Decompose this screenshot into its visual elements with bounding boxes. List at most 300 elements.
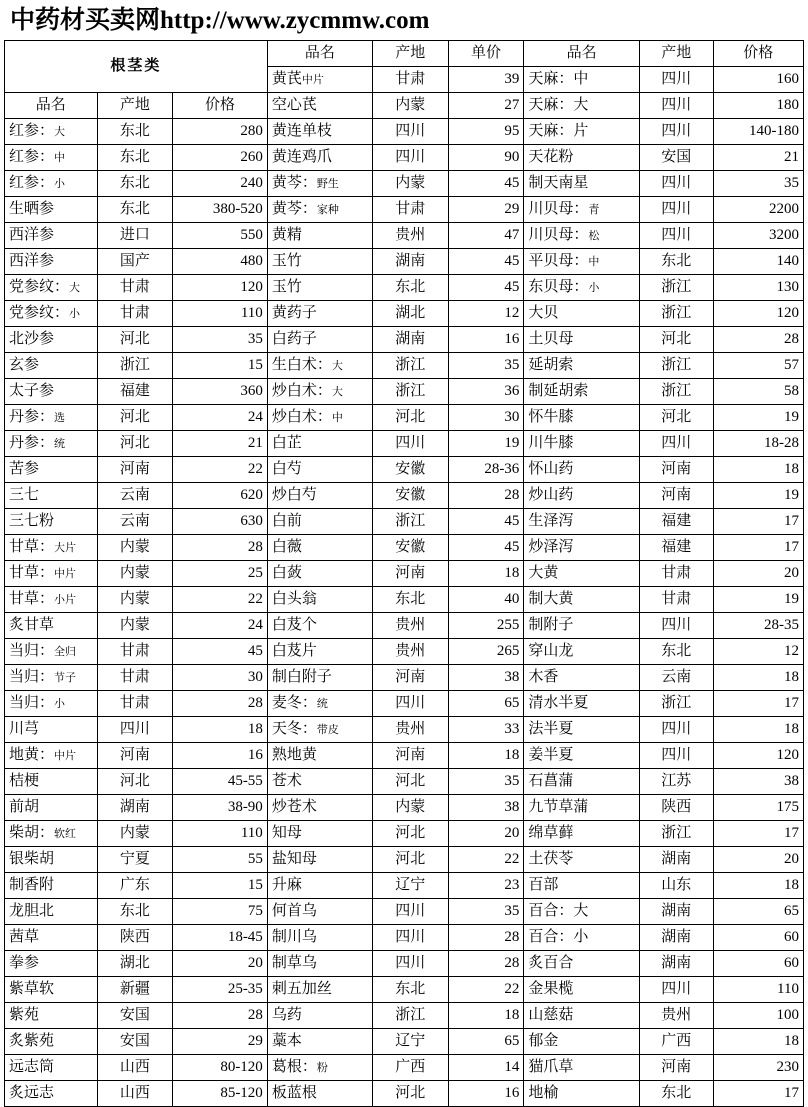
item-price: 28 <box>448 483 524 509</box>
item-name <box>524 457 640 483</box>
table-row <box>5 1003 804 1029</box>
item-name-main: 制大黄 <box>528 591 574 607</box>
item-name-main: 太子参 <box>9 383 55 399</box>
item-price: 95 <box>448 119 524 145</box>
item-price: 140 <box>713 249 803 275</box>
item-name-qualifier: 粉 <box>316 1061 328 1074</box>
item-name-main: 东贝母： <box>528 278 589 295</box>
item-name-main: 葛根： <box>271 1058 317 1075</box>
item-price: 36 <box>448 379 524 405</box>
table-row <box>5 561 804 587</box>
item-name <box>524 1029 640 1055</box>
item-price: 17 <box>713 535 803 561</box>
item-price: 22 <box>448 977 524 1003</box>
item-name <box>267 899 372 925</box>
table-row <box>5 691 804 717</box>
item-name <box>267 587 372 613</box>
item-name-main: 知母 <box>271 825 302 841</box>
item-name-main: 天麻：大 <box>528 97 589 113</box>
item-name-qualifier: 小 <box>54 697 66 710</box>
table-row <box>5 847 804 873</box>
item-name <box>5 535 98 561</box>
item-origin: 内蒙 <box>372 795 448 821</box>
price-table <box>4 40 804 1107</box>
item-price: 28 <box>173 691 268 717</box>
item-name <box>5 145 98 171</box>
item-price: 60 <box>713 951 803 977</box>
item-origin: 四川 <box>639 119 713 145</box>
item-origin: 内蒙 <box>97 613 173 639</box>
item-price: 22 <box>448 847 524 873</box>
item-name-main: 制延胡索 <box>528 383 589 399</box>
item-origin: 河北 <box>97 769 173 795</box>
item-name-qualifier: 中 <box>54 151 66 164</box>
item-name <box>524 535 640 561</box>
item-origin: 浙江 <box>639 821 713 847</box>
item-price: 28-35 <box>713 613 803 639</box>
item-price: 30 <box>448 405 524 431</box>
item-price: 27 <box>448 93 524 119</box>
item-origin: 东北 <box>97 119 173 145</box>
item-origin: 福建 <box>97 379 173 405</box>
item-origin: 四川 <box>639 613 713 639</box>
item-origin: 甘肃 <box>639 587 713 613</box>
item-price: 20 <box>713 561 803 587</box>
item-origin: 东北 <box>372 977 448 1003</box>
item-name <box>267 249 372 275</box>
table-row <box>5 431 804 457</box>
item-price: 24 <box>173 613 268 639</box>
item-price: 110 <box>173 821 268 847</box>
item-origin: 甘肃 <box>97 665 173 691</box>
item-name <box>524 93 640 119</box>
item-name-main: 升麻 <box>271 877 302 893</box>
item-name-main: 玉竹 <box>271 279 302 295</box>
item-name <box>524 873 640 899</box>
item-price: 140-180 <box>713 119 803 145</box>
item-name-main: 西洋参 <box>9 227 55 243</box>
item-origin: 新疆 <box>97 977 173 1003</box>
item-name <box>5 483 98 509</box>
item-name-main: 清水半夏 <box>528 695 589 711</box>
item-origin: 内蒙 <box>372 93 448 119</box>
item-name-main: 何首乌 <box>271 903 317 919</box>
item-origin: 河北 <box>639 405 713 431</box>
item-name-qualifier: 青 <box>588 203 600 216</box>
item-price: 35 <box>448 353 524 379</box>
item-name <box>267 119 372 145</box>
item-name-main: 白前 <box>271 513 302 529</box>
item-origin: 河南 <box>639 457 713 483</box>
item-name-qualifier: 松 <box>588 229 600 242</box>
item-name <box>267 67 372 93</box>
item-price: 25 <box>173 561 268 587</box>
item-name-main: 天冬： <box>271 720 317 737</box>
item-origin: 河北 <box>372 405 448 431</box>
table-row <box>5 353 804 379</box>
item-price: 39 <box>448 67 524 93</box>
item-name-main: 当归： <box>9 694 55 711</box>
item-origin: 安徽 <box>372 457 448 483</box>
item-price: 110 <box>713 977 803 1003</box>
item-name-main: 土贝母 <box>528 331 574 347</box>
item-price: 3200 <box>713 223 803 249</box>
item-name-main: 百合：大 <box>528 903 589 919</box>
table-row <box>5 899 804 925</box>
table-row <box>5 951 804 977</box>
item-name <box>5 249 98 275</box>
item-name-main: 法半夏 <box>528 721 574 737</box>
item-price: 45-55 <box>173 769 268 795</box>
item-origin: 山西 <box>97 1081 173 1107</box>
table-row <box>5 821 804 847</box>
item-origin: 湖南 <box>639 925 713 951</box>
table-row <box>5 717 804 743</box>
item-price: 17 <box>713 691 803 717</box>
item-name <box>524 275 640 301</box>
item-price: 38 <box>448 795 524 821</box>
item-name <box>267 691 372 717</box>
col-header-origin-a: 产地 <box>97 93 173 119</box>
item-name <box>524 379 640 405</box>
item-origin: 东北 <box>639 639 713 665</box>
item-origin: 四川 <box>639 717 713 743</box>
item-name <box>524 769 640 795</box>
item-name-main: 天花粉 <box>528 149 574 165</box>
item-name <box>524 795 640 821</box>
item-origin: 甘肃 <box>97 301 173 327</box>
table-row <box>5 1029 804 1055</box>
item-name-qualifier: 中片 <box>301 73 324 86</box>
table-row <box>5 587 804 613</box>
item-name-main: 黄芩： <box>271 200 317 217</box>
item-price: 19 <box>448 431 524 457</box>
item-name <box>267 821 372 847</box>
item-origin: 浙江 <box>639 379 713 405</box>
item-origin: 河南 <box>639 483 713 509</box>
item-origin: 四川 <box>639 171 713 197</box>
item-origin: 云南 <box>97 483 173 509</box>
item-price: 18 <box>448 743 524 769</box>
table-row <box>5 41 804 67</box>
item-price: 15 <box>173 353 268 379</box>
item-price: 100 <box>713 1003 803 1029</box>
item-name-main: 地黄： <box>9 746 55 763</box>
item-price: 180 <box>713 93 803 119</box>
item-price: 265 <box>448 639 524 665</box>
item-origin: 东北 <box>639 249 713 275</box>
item-name <box>267 1081 372 1107</box>
item-name-qualifier: 中片 <box>54 567 77 580</box>
item-origin: 贵州 <box>372 223 448 249</box>
col-header-name-c: 品名 <box>524 41 640 67</box>
item-name-qualifier: 小 <box>69 307 81 320</box>
item-price: 16 <box>448 1081 524 1107</box>
item-origin: 东北 <box>372 587 448 613</box>
item-name-main: 白芍 <box>271 461 302 477</box>
item-origin: 江苏 <box>639 769 713 795</box>
item-price: 30 <box>173 665 268 691</box>
item-name-main: 麦冬： <box>271 694 317 711</box>
item-origin: 河北 <box>372 847 448 873</box>
table-row <box>5 509 804 535</box>
item-price: 18 <box>173 717 268 743</box>
item-origin: 河北 <box>372 769 448 795</box>
item-name <box>5 197 98 223</box>
item-origin: 安国 <box>639 145 713 171</box>
item-name-qualifier: 家种 <box>316 203 339 216</box>
item-name <box>5 327 98 353</box>
item-name <box>267 925 372 951</box>
item-price: 28 <box>448 925 524 951</box>
item-price: 65 <box>713 899 803 925</box>
item-origin: 内蒙 <box>97 821 173 847</box>
item-origin: 甘肃 <box>97 691 173 717</box>
item-name-main: 平贝母： <box>528 252 589 269</box>
item-name <box>524 431 640 457</box>
item-price: 110 <box>173 301 268 327</box>
table-row <box>5 665 804 691</box>
item-name <box>267 197 372 223</box>
item-name <box>524 67 640 93</box>
item-name-main: 柴胡： <box>9 824 55 841</box>
item-name-main: 甘草： <box>9 538 55 555</box>
item-name <box>524 483 640 509</box>
item-name <box>267 535 372 561</box>
item-name-main: 板蓝根 <box>271 1085 317 1101</box>
item-name <box>5 691 98 717</box>
item-price: 260 <box>173 145 268 171</box>
item-name-main: 川贝母： <box>528 200 589 217</box>
item-name <box>5 1055 98 1081</box>
item-name-main: 黄芩： <box>271 174 317 191</box>
item-name <box>5 873 98 899</box>
item-name-main: 炒泽泻 <box>528 539 574 555</box>
item-origin: 陕西 <box>639 795 713 821</box>
item-name <box>267 977 372 1003</box>
item-price: 28 <box>448 951 524 977</box>
item-name <box>524 977 640 1003</box>
item-origin: 广西 <box>372 1055 448 1081</box>
item-price: 28 <box>713 327 803 353</box>
item-name <box>5 223 98 249</box>
item-name-qualifier: 中 <box>588 255 600 268</box>
table-row <box>5 197 804 223</box>
item-name-main: 藁本 <box>271 1033 302 1049</box>
table-row <box>5 925 804 951</box>
item-price: 255 <box>448 613 524 639</box>
item-price: 380-520 <box>173 197 268 223</box>
item-price: 22 <box>173 587 268 613</box>
item-name-main: 制附子 <box>528 617 574 633</box>
item-name-main: 延胡索 <box>528 357 574 373</box>
table-row <box>5 1055 804 1081</box>
item-price: 20 <box>173 951 268 977</box>
item-name-main: 制香附 <box>9 877 55 893</box>
item-price: 47 <box>448 223 524 249</box>
item-name <box>267 873 372 899</box>
item-name-main: 绵草藓 <box>528 825 574 841</box>
item-price: 20 <box>448 821 524 847</box>
table-row <box>5 639 804 665</box>
table-row <box>5 119 804 145</box>
item-name <box>267 1003 372 1029</box>
item-name <box>267 1055 372 1081</box>
item-origin: 四川 <box>639 197 713 223</box>
item-origin: 安国 <box>97 1029 173 1055</box>
item-name-main: 紫苑 <box>9 1007 40 1023</box>
item-origin: 浙江 <box>372 509 448 535</box>
item-origin: 河南 <box>97 743 173 769</box>
item-name <box>524 587 640 613</box>
table-row <box>5 457 804 483</box>
item-name <box>267 561 372 587</box>
item-name <box>524 899 640 925</box>
item-origin: 湖北 <box>97 951 173 977</box>
item-name-main: 红参： <box>9 148 55 165</box>
item-price: 65 <box>448 1029 524 1055</box>
item-origin: 国产 <box>97 249 173 275</box>
item-name <box>524 1055 640 1081</box>
item-name <box>5 405 98 431</box>
col-header-name-a: 品名 <box>5 93 98 119</box>
item-name <box>267 639 372 665</box>
item-name-main: 大黄 <box>528 565 559 581</box>
item-origin: 广东 <box>97 873 173 899</box>
item-name <box>5 639 98 665</box>
item-price: 18-45 <box>173 925 268 951</box>
table-row <box>5 769 804 795</box>
item-name-main: 远志筒 <box>9 1059 55 1075</box>
item-name <box>5 379 98 405</box>
item-origin: 安徽 <box>372 483 448 509</box>
item-price: 19 <box>713 483 803 509</box>
item-name-main: 地榆 <box>528 1085 559 1101</box>
item-name <box>267 743 372 769</box>
item-name <box>524 223 640 249</box>
item-name-main: 苦参 <box>9 461 40 477</box>
item-price: 230 <box>713 1055 803 1081</box>
item-name <box>5 457 98 483</box>
table-row <box>5 535 804 561</box>
item-price: 57 <box>713 353 803 379</box>
item-price: 35 <box>713 171 803 197</box>
item-name <box>267 847 372 873</box>
item-name <box>267 223 372 249</box>
item-origin: 浙江 <box>639 275 713 301</box>
item-name-main: 黄药子 <box>271 305 317 321</box>
item-name-main: 炙远志 <box>9 1085 55 1101</box>
item-name <box>524 119 640 145</box>
item-name-main: 红参： <box>9 122 55 139</box>
item-origin: 四川 <box>372 431 448 457</box>
item-origin: 四川 <box>639 223 713 249</box>
item-origin: 甘肃 <box>97 275 173 301</box>
item-name-main: 丹参： <box>9 408 55 425</box>
item-price: 29 <box>173 1029 268 1055</box>
item-origin: 四川 <box>372 145 448 171</box>
item-origin: 四川 <box>639 431 713 457</box>
item-price: 120 <box>713 301 803 327</box>
item-price: 480 <box>173 249 268 275</box>
item-price: 23 <box>448 873 524 899</box>
item-name <box>524 1003 640 1029</box>
item-name <box>267 327 372 353</box>
item-origin: 四川 <box>372 691 448 717</box>
item-name-main: 大贝 <box>528 305 559 321</box>
item-origin: 贵州 <box>372 613 448 639</box>
item-origin: 云南 <box>639 665 713 691</box>
item-price: 550 <box>173 223 268 249</box>
item-price: 38-90 <box>173 795 268 821</box>
item-name <box>5 977 98 1003</box>
item-name <box>267 353 372 379</box>
item-price: 2200 <box>713 197 803 223</box>
table-row <box>5 93 804 119</box>
item-name-main: 乌药 <box>271 1007 302 1023</box>
item-name-main: 西洋参 <box>9 253 55 269</box>
item-origin: 浙江 <box>639 353 713 379</box>
item-name-main: 制草乌 <box>271 955 317 971</box>
item-name <box>5 431 98 457</box>
item-name-main: 白蔹 <box>271 565 302 581</box>
item-price: 18 <box>713 873 803 899</box>
item-name <box>524 743 640 769</box>
item-name-main: 黄精 <box>271 227 302 243</box>
item-origin: 河北 <box>97 327 173 353</box>
item-name <box>5 925 98 951</box>
item-origin: 湖南 <box>97 795 173 821</box>
item-name-qualifier: 大 <box>331 359 343 372</box>
item-name <box>524 171 640 197</box>
item-price: 17 <box>713 509 803 535</box>
item-origin: 河北 <box>97 405 173 431</box>
item-name <box>267 613 372 639</box>
item-origin: 湖南 <box>372 249 448 275</box>
item-name-main: 熟地黄 <box>271 747 317 763</box>
item-name-main: 制川乌 <box>271 929 317 945</box>
item-name <box>5 1003 98 1029</box>
item-name <box>267 665 372 691</box>
item-price: 17 <box>713 1081 803 1107</box>
item-origin: 甘肃 <box>97 639 173 665</box>
item-price: 85-120 <box>173 1081 268 1107</box>
item-price: 17 <box>713 821 803 847</box>
item-origin: 东北 <box>372 275 448 301</box>
item-price: 45 <box>448 171 524 197</box>
item-name <box>524 327 640 353</box>
item-name <box>524 951 640 977</box>
item-origin: 四川 <box>639 93 713 119</box>
item-origin: 内蒙 <box>372 171 448 197</box>
table-row <box>5 249 804 275</box>
item-name-main: 百合：小 <box>528 929 589 945</box>
item-name-main: 炒苍术 <box>271 799 317 815</box>
item-name <box>524 665 640 691</box>
table-row <box>5 171 804 197</box>
item-price: 240 <box>173 171 268 197</box>
table-row <box>5 301 804 327</box>
item-price: 33 <box>448 717 524 743</box>
item-name-main: 山慈菇 <box>528 1007 574 1023</box>
col-header-unit-price: 单价 <box>448 41 524 67</box>
item-price: 29 <box>448 197 524 223</box>
item-name <box>524 561 640 587</box>
item-name <box>524 197 640 223</box>
item-origin: 安徽 <box>372 535 448 561</box>
item-origin: 四川 <box>639 977 713 1003</box>
item-price: 15 <box>173 873 268 899</box>
